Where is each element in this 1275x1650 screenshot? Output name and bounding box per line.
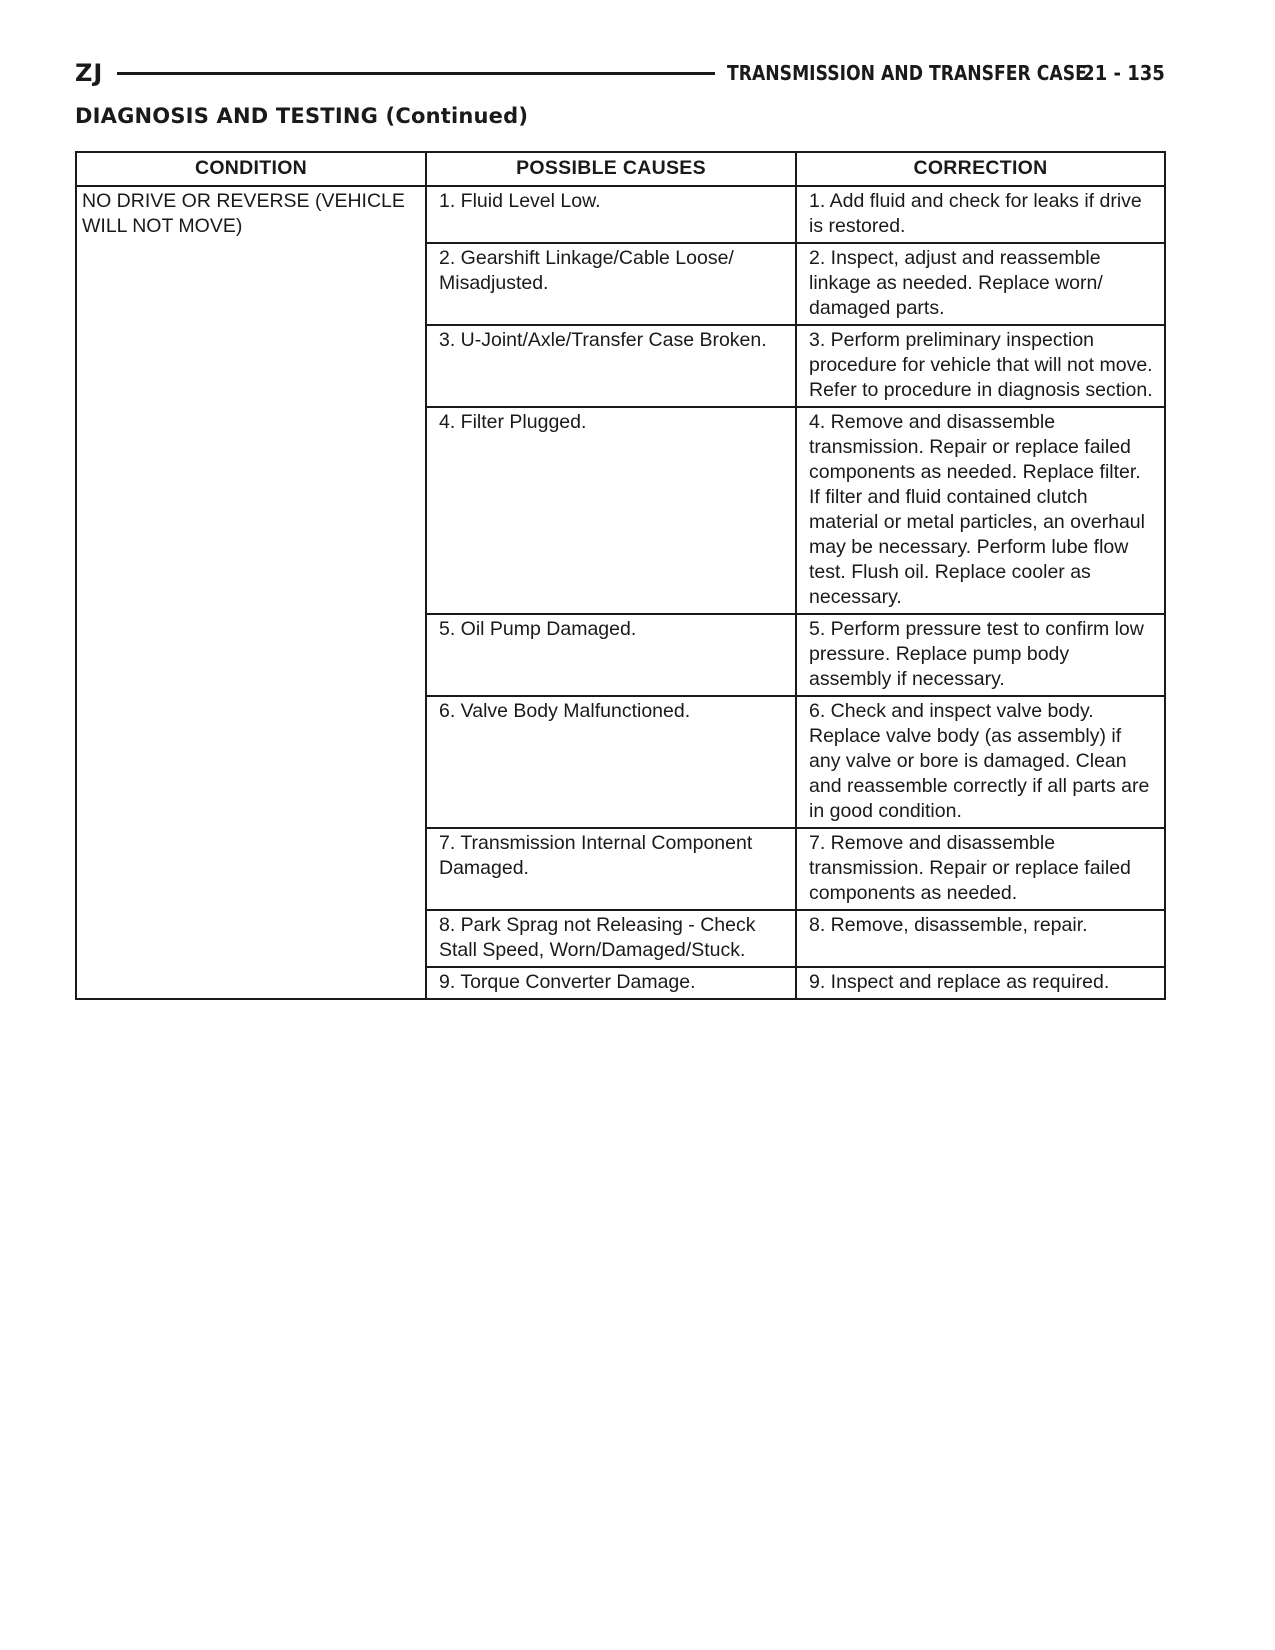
model-code: ZJ	[75, 59, 104, 87]
column-header-possible-causes: POSSIBLE CAUSES	[426, 152, 796, 186]
diagnosis-table	[75, 151, 1166, 1000]
column-header-correction: CORRECTION	[796, 152, 1165, 186]
correction-cell: 7. Remove and disassemble transmission. Repair or replace failed components as needed.	[796, 828, 1165, 910]
cause-cell: 4. Filter Plugged.	[426, 407, 796, 614]
table-header-row	[76, 152, 1165, 186]
correction-cell: 6. Check and inspect valve body. Replace valve body (as assembly) if any valve or bore is damaged. Clean and reassemble correctly if all parts are in good condition.	[796, 696, 1165, 828]
cause-cell: 3. U-Joint/Axle/Transfer Case Broken.	[426, 325, 796, 407]
correction-cell: 8. Remove, disassemble, repair.	[796, 910, 1165, 967]
correction-cell: 1. Add fluid and check for leaks if drive is restored.	[796, 186, 1165, 243]
correction-cell: 2. Inspect, adjust and reassemble linkage as needed. Replace worn/ damaged parts.	[796, 243, 1165, 325]
cause-cell: 9. Torque Converter Damage.	[426, 967, 796, 999]
column-header-condition: CONDITION	[76, 152, 426, 186]
header-rule	[117, 72, 715, 75]
correction-cell: 5. Perform pressure test to confirm low pressure. Replace pump body assembly if necessary.	[796, 614, 1165, 696]
cause-cell: 2. Gearshift Linkage/Cable Loose/ Misadjusted.	[426, 243, 796, 325]
page-number: 21 - 135	[1082, 61, 1165, 85]
correction-cell: 3. Perform preliminary inspection procedure for vehicle that will not move. Refer to procedure in diagnosis section.	[796, 325, 1165, 407]
cause-cell: 1. Fluid Level Low.	[426, 186, 796, 243]
correction-cell: 9. Inspect and replace as required.	[796, 967, 1165, 999]
section-title: DIAGNOSIS AND TESTING (Continued)	[75, 104, 529, 128]
cause-cell: 7. Transmission Internal Component Damaged.	[426, 828, 796, 910]
condition-cell: NO DRIVE OR REVERSE (VEHICLE WILL NOT MOVE)	[76, 186, 426, 999]
page-header	[75, 58, 1165, 88]
table-row	[76, 186, 1165, 243]
cause-cell: 5. Oil Pump Damaged.	[426, 614, 796, 696]
correction-cell: 4. Remove and disassemble transmission. Repair or replace failed components as needed. Replace filter. If filter and fluid contained clutch material or metal particles, an overhaul may be necessary. Perform lube flow test. Flush oil. Replace cooler as necessary.	[796, 407, 1165, 614]
cause-cell: 8. Park Sprag not Releasing - Check Stall Speed, Worn/Damaged/Stuck.	[426, 910, 796, 967]
cause-cell: 6. Valve Body Malfunctioned.	[426, 696, 796, 828]
section-name: TRANSMISSION AND TRANSFER CASE	[727, 61, 1087, 85]
